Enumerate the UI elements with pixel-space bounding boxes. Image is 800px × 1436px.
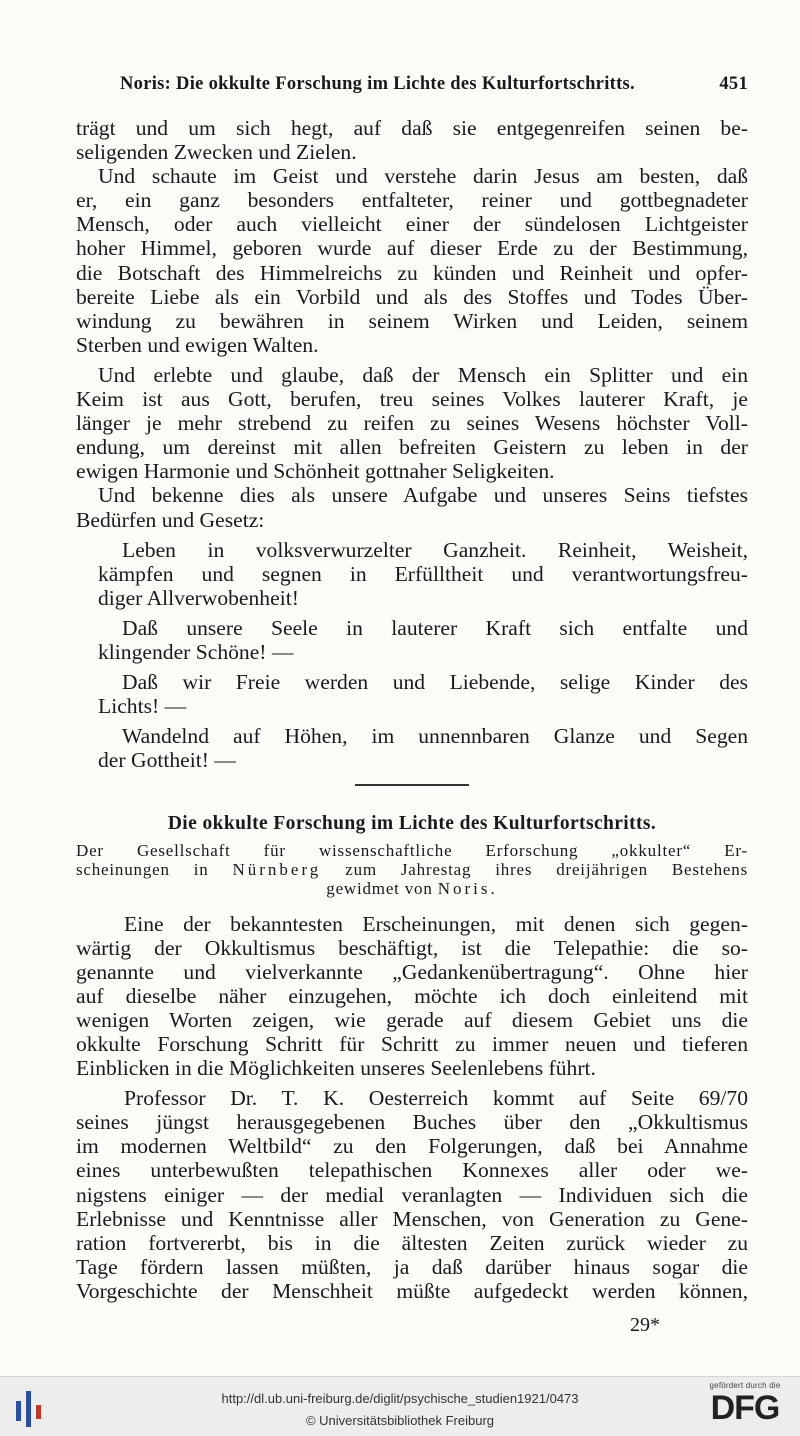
paragraph xyxy=(76,116,748,164)
text-line: Lichts! — xyxy=(98,694,187,719)
page-number: 451 xyxy=(719,74,748,94)
text-line: wärtig der Okkultismus beschäftigt, ist die Telepathie: die so- xyxy=(76,935,748,960)
text-line: bereite Liebe als ein Vorbild und als des Stoffes und Todes Über- xyxy=(76,284,748,309)
paragraph xyxy=(76,387,748,483)
text-line: genannte und vielverkannte „Gedankenübertragung“. Ohne hier xyxy=(76,959,748,984)
copyright-notice: © Universitätsbibliothek Freiburg xyxy=(305,1413,495,1428)
verse xyxy=(98,670,748,719)
text-line: ration fortvererbt, bis in die ältesten Zeiten zurück wieder zu xyxy=(76,1230,748,1255)
running-header xyxy=(120,74,748,102)
text-line: Und schaute im Geist und verstehe darin Jesus am besten, daß xyxy=(98,164,748,189)
text-line: Und bekenne dies als unsere Aufgabe und unseres Seins tiefstes xyxy=(98,483,748,508)
text-line: Keim ist aus Gott, berufen, treu seines Volkes lauterer Kraft, je xyxy=(76,387,748,412)
text-line: Leben in volksverwurzelter Ganzheit. Reinheit, Weisheit, xyxy=(122,537,748,562)
text-line: Eine der bekanntesten Erscheinungen, mit denen sich gegen- xyxy=(124,911,748,936)
text-line: Daß wir Freie werden und Liebende, selige Kinder des xyxy=(122,670,748,695)
text-line: Der Gesellschaft für wissenschaftliche Erforschung „okkulter“ Er- xyxy=(76,840,748,860)
paragraph xyxy=(76,1110,748,1303)
text-line: Bedürfen und Gesetz: xyxy=(76,507,265,532)
text-line: Erlebnisse und Kenntnisse aller Menschen, von Generation zu Gene- xyxy=(76,1206,748,1231)
creed-verses xyxy=(76,538,748,773)
text-line: diger Allverwobenheit! xyxy=(98,585,299,610)
text-line: im modernen Weltbild“ zu den Folgerungen, daß bei Annahme xyxy=(76,1134,748,1159)
article-title: Die okkulte Forschung im Lichte des Kulturfortschritts. xyxy=(167,813,657,835)
article-dedication xyxy=(76,841,748,898)
paragraph xyxy=(76,508,748,532)
section-divider xyxy=(355,784,469,786)
text-line: scheinungen in Nürnberg zum Jahrestag ihres dreijährigen Bestehens xyxy=(76,859,748,879)
signature-mark: 29* xyxy=(630,1314,660,1336)
text-line: seligenden Zwecken und Zielen. xyxy=(76,140,357,165)
verse xyxy=(98,537,748,610)
text-line: okkulte Forschung Schritt für Schritt zu immer neuen und tieferen xyxy=(76,1032,748,1056)
text-line: eines unterbewußten telepathischen Konnexes aller oder we- xyxy=(76,1158,748,1183)
text-line: Einblicken in die Möglichkeiten unseres Seelenlebens führt. xyxy=(76,1056,596,1081)
dfg-funding-logo xyxy=(700,1381,790,1433)
text-line: seines jüngst herausgegebenen Buches über den „Okkultismus xyxy=(76,1110,748,1135)
verse xyxy=(98,615,748,664)
text-line: trägt und um sich hegt, auf daß sie entgegenreifen seinen be- xyxy=(76,116,748,140)
text-line: Und erlebte und glaube, daß der Mensch ein Splitter und ein xyxy=(98,362,748,387)
text-line: er, ein ganz besonders entfalteter, reiner und gottbegnadeter xyxy=(76,188,748,213)
text-line: Mensch, oder auch vielleicht einer der sündelosen Lichtgeister xyxy=(76,212,748,237)
text-line: ewigen Harmonie und Schönheit gottnaher Seligkeiten. xyxy=(76,459,555,484)
funding-caption: gefördert durch die xyxy=(709,1381,781,1390)
text-line: auf dieselbe näher einzugehen, möchte ich doch einleitend mit xyxy=(76,983,748,1008)
verse xyxy=(98,724,748,773)
paragraph xyxy=(76,936,748,1081)
viewer-footer xyxy=(0,1376,800,1436)
text-line: klingender Schöne! — xyxy=(98,639,294,664)
text-line: Sterben und ewigen Walten. xyxy=(76,332,319,357)
text-line: nigstens einiger — der medial veranlagten — Individuen sich die xyxy=(76,1182,748,1207)
paragraph xyxy=(76,912,748,936)
text-line: kämpfen und segnen in Erfülltheit und verantwortungsfreu- xyxy=(98,561,748,586)
permalink-link[interactable]: http://dl.ub.uni-freiburg.de/diglit/psychische_studien1921/0473 xyxy=(221,1391,579,1406)
running-title: Noris: Die okkulte Forschung im Lichte des Kulturfortschritts. xyxy=(120,74,635,94)
text-line: wenigen Worten zeigen, wie gerade auf diesem Gebiet uns die xyxy=(76,1007,748,1032)
paragraph xyxy=(76,188,748,357)
text-line: gewidmet von Noris. xyxy=(326,878,498,898)
text-line: endung, um dereinst mit allen befreiten Geistern zu leben in der xyxy=(76,435,748,460)
paragraph xyxy=(76,363,748,387)
text-line: der Gottheit! — xyxy=(98,748,236,773)
paragraph xyxy=(76,483,748,507)
text-line: die Botschaft des Himmelreichs zu künden und Reinheit und opfer- xyxy=(76,260,748,285)
paragraph xyxy=(76,164,748,188)
text-line: Wandelnd auf Höhen, im unnennbaren Glanze und Segen xyxy=(122,724,748,749)
text-line: hoher Himmel, geboren wurde auf dieser Erde zu der Bestimmung, xyxy=(76,236,748,261)
text-line: windung zu bewähren in seinem Wirken und Leiden, seinem xyxy=(76,308,748,333)
paragraph xyxy=(76,1086,748,1110)
body-text xyxy=(76,116,748,1303)
text-line: Tage fördern lassen müßten, ja daß darüber hinaus sogar die xyxy=(76,1254,748,1279)
text-line: Daß unsere Seele in lauterer Kraft sich entfalte und xyxy=(122,615,748,640)
text-line: länger je mehr strebend zu reifen zu seines Wesens höchster Voll- xyxy=(76,411,748,436)
dfg-logo-icon: DFG xyxy=(710,1389,780,1427)
text-line: Professor Dr. T. K. Oesterreich kommt auf Seite 69/70 xyxy=(124,1086,748,1111)
text-line: Vorgeschichte der Menschheit müßte aufgedeckt werden können, xyxy=(76,1278,748,1303)
